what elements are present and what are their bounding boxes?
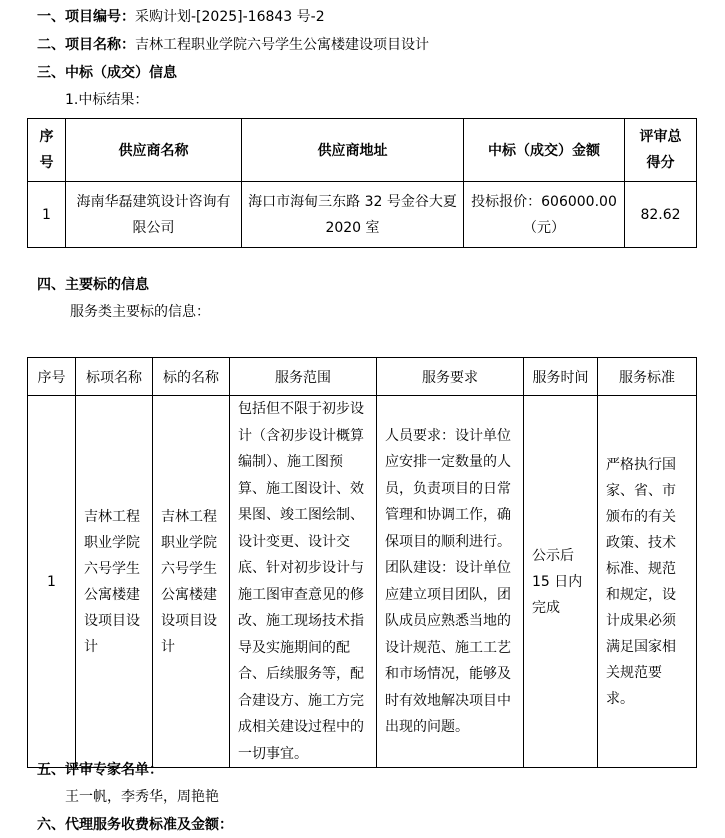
service-subject-table bbox=[27, 357, 697, 768]
service-header-item-name: 标项名称 bbox=[86, 369, 142, 386]
header-cell-no bbox=[28, 119, 66, 182]
service-row-cell-standard bbox=[598, 396, 697, 768]
service-header-cell-requirement bbox=[377, 358, 524, 396]
row-no: 1 bbox=[42, 206, 51, 223]
service-row-cell-item bbox=[76, 396, 153, 768]
experts-label: 五、评审专家名单： bbox=[37, 762, 163, 778]
row-amount: 投标报价：606000.00（元） bbox=[471, 193, 617, 236]
agency-fee-label: 六、代理服务收费标准及金额： bbox=[37, 817, 233, 833]
project-number-label: 一、项目编号： bbox=[37, 9, 135, 25]
row-cell-score bbox=[625, 182, 697, 248]
project-name-label: 二、项目名称： bbox=[37, 37, 135, 53]
service-row-no: 1 bbox=[47, 573, 56, 590]
service-header-scope: 服务范围 bbox=[275, 369, 331, 386]
service-subject-subheading: 服务类主要标的信息： bbox=[70, 304, 210, 320]
service-row-cell-scope bbox=[230, 396, 377, 768]
agency-fee-heading bbox=[37, 815, 233, 835]
row-supplier-address: 海口市海甸三东路 32 号金谷大夏 2020 室 bbox=[248, 193, 457, 236]
service-row-scope: 包括但不限于初步设计（含初步设计概算编制）、施工图预算、施工图设计、效果图、竣工图绘制、设计变更、设计交底、针对初步设计与施工图审查意见的修改、施工现场技术指导及实施期间的配合、后续服务等，配合建设方、施工方完成相关建设过程中的一切事宜。 bbox=[238, 401, 364, 762]
header-score: 评审总得分 bbox=[639, 129, 682, 171]
service-header-cell-scope bbox=[230, 358, 377, 396]
service-header-time: 服务时间 bbox=[532, 369, 589, 386]
service-header-subject-name: 标的名称 bbox=[163, 369, 219, 386]
service-row-cell-no bbox=[28, 396, 76, 768]
service-header-no: 序号 bbox=[37, 369, 66, 386]
service-row-item-name: 吉林工程职业学院六号学生公寓楼建设项目设计 bbox=[84, 508, 140, 655]
header-cell-score bbox=[625, 119, 697, 182]
service-header-requirement: 服务要求 bbox=[422, 369, 478, 386]
service-row-subject-name: 吉林工程职业学院六号学生公寓楼建设项目设计 bbox=[161, 508, 217, 655]
award-info-label: 三、中标（成交）信息 bbox=[37, 65, 177, 81]
award-info-heading bbox=[37, 63, 177, 83]
service-row-standard: 严格执行国家、省、市颁布的有关政策、技术标准、规范和规定，设计成果必须满足国家相关规范要求。 bbox=[606, 456, 676, 707]
header-amount: 中标（成交）金额 bbox=[488, 143, 600, 159]
row-cell-supplier-address bbox=[242, 182, 464, 248]
service-row-cell-requirement bbox=[377, 396, 524, 768]
service-row-time: 公示后 15 日内完成 bbox=[532, 547, 583, 616]
project-name-value: 吉林工程职业学院六号学生公寓楼建设项目设计 bbox=[135, 37, 429, 53]
service-header-cell-standard bbox=[598, 358, 697, 396]
row-supplier-name: 海南华磊建筑设计咨询有限公司 bbox=[76, 193, 231, 236]
row-score: 82.62 bbox=[640, 206, 681, 223]
service-table-header-row bbox=[28, 358, 697, 396]
service-header-standard: 服务标准 bbox=[619, 369, 675, 386]
main-subject-heading bbox=[37, 275, 149, 295]
row-cell-supplier-name bbox=[66, 182, 242, 248]
row-cell-amount bbox=[464, 182, 625, 248]
header-cell-amount bbox=[464, 119, 625, 182]
header-supplier-name: 供应商名称 bbox=[118, 143, 189, 159]
service-header-cell-subject bbox=[153, 358, 230, 396]
project-number-line bbox=[37, 7, 325, 27]
project-number-value: 采购计划-[2025]-16843 号-2 bbox=[135, 9, 325, 25]
experts-list: 王一帆，李秀华，周艳艳 bbox=[65, 789, 219, 805]
main-subject-label: 四、主要标的信息 bbox=[37, 277, 149, 293]
table-row bbox=[28, 182, 697, 248]
table-row bbox=[28, 396, 697, 768]
header-no: 序号 bbox=[39, 129, 54, 171]
header-supplier-address: 供应商地址 bbox=[317, 143, 388, 159]
service-row-requirement: 人员要求：设计单位应安排一定数量的人员，负责项目的日常管理和协调工作，确保项目的顺利进行。团队建设：设计单位应建立项目团队，团队成员应熟悉当地的设计规范、施工工艺和市场情况，能够及时有效地解决项目中出现的问题。 bbox=[385, 427, 511, 735]
project-name-line bbox=[37, 35, 429, 55]
service-row-cell-time bbox=[524, 396, 598, 768]
award-result-subheading: 1.中标结果： bbox=[65, 92, 149, 108]
award-table-header-row bbox=[28, 119, 697, 182]
service-header-cell-item bbox=[76, 358, 153, 396]
award-result-table bbox=[27, 118, 697, 248]
experts-heading bbox=[37, 760, 163, 780]
service-header-cell-no bbox=[28, 358, 76, 396]
service-row-cell-subject bbox=[153, 396, 230, 768]
header-cell-supplier-address bbox=[242, 119, 464, 182]
row-cell-no bbox=[28, 182, 66, 248]
service-header-cell-time bbox=[524, 358, 598, 396]
header-cell-supplier-name bbox=[66, 119, 242, 182]
